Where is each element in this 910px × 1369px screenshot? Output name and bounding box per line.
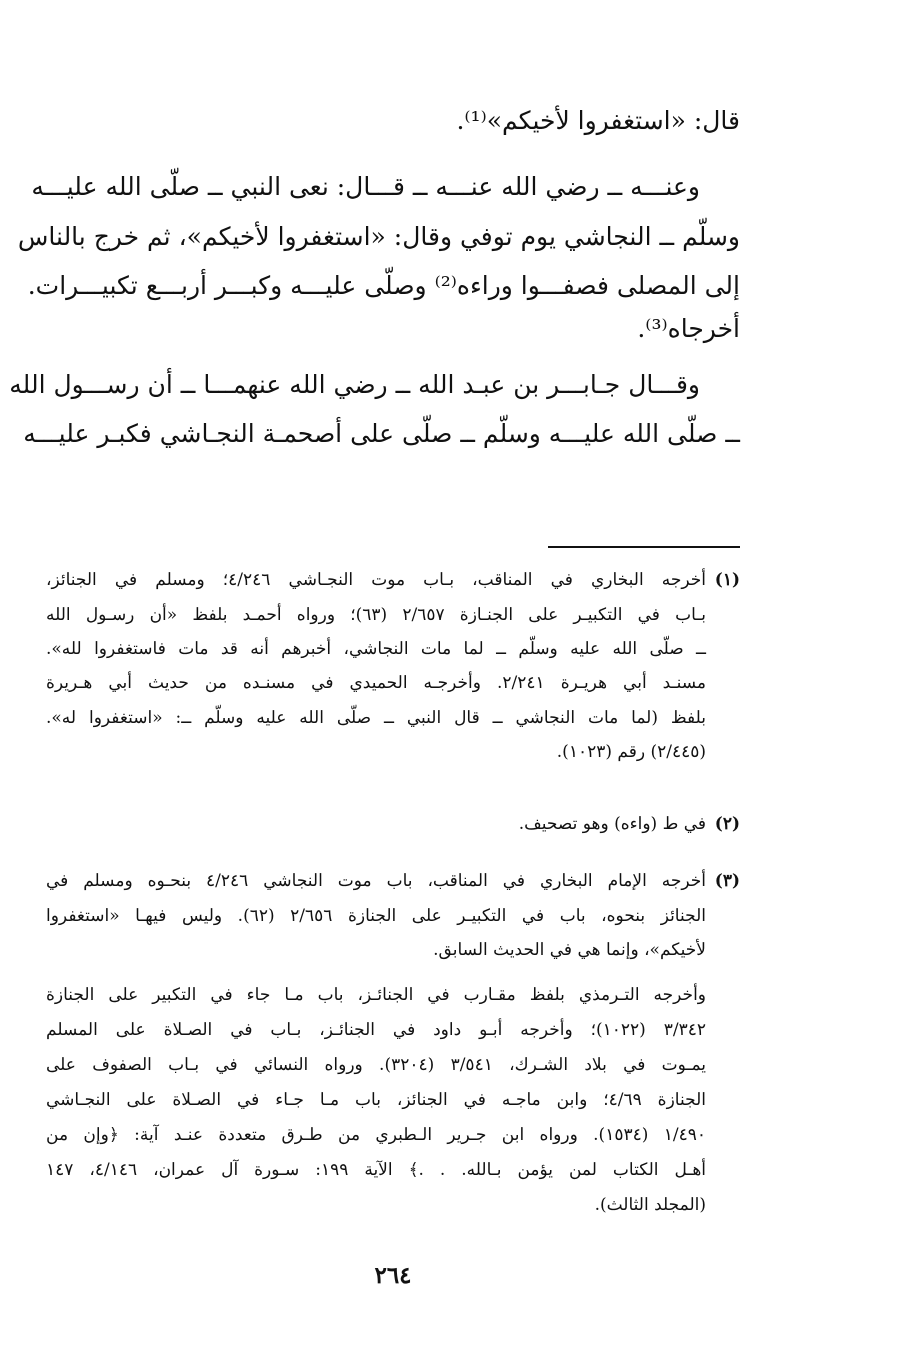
main-text-line: ــ صلّى الله عليـــه وسلّم ــ صلّى على أصحمـة النجـاشي فكبـر عليـــه [23,419,740,448]
footnote-line: وأخرجه التـرمذي بلفظ مقـارب في الجنائـز، باب مـا جاء في التكبير على الجنازة [46,985,706,1005]
footnote-line: أخرجه البخاري في المناقب، بـاب موت النجـاشي ٤/٢٤٦؛ ومسلم في الجنائز، [46,570,706,590]
footnote-number: (١) [714,570,740,590]
book-page [9,0,740,1369]
footnote-line: يمـوت في بلاد الشـرك، ٣/٥٤١ (٣٢٠٤). ورواه النسائي في بـاب الصفوف على [46,1055,706,1075]
footnote-line: أخرجه الإمام البخاري في المناقب، باب موت النجاشي ٤/٢٤٦ بنحـوه ومسلم في [46,871,706,891]
footnote-line: بـاب في التكبيـر على الجنـازة ٢/٦٥٧ (٦٣)؛ ورواه أحمـد بلفظ «أن رسـول الله [46,605,706,625]
footnote-line: مسنـد أبي هريـرة ٢/٢٤١. وأخرجـه الحميدي في مسنـده من حديث أبي هـريرة [46,673,706,693]
footnote-line: الجنائز بنحوه، باب في التكبيـر على الجنازة ٢/٦٥٦ (٦٢). وليس فيهـا «استغفروا [46,906,706,926]
footnote-line: الجنازة ٤/٦٩؛ وابن ماجـه في الجنائز، باب مـا جـاء في الصـلاة على النجـاشي [46,1090,706,1110]
main-text-line: إلى المصلى فصفـــوا وراءه⁽²⁾ وصلّى عليـــه وكبـــر أربـــع تكبيـــرات. [27,271,740,300]
footnote-line: بلفظ (لما مات النجاشي ــ قال النبي ــ صلّى الله عليه وسلّم ــ: «استغفروا له». [46,708,706,728]
footnote-separator [548,546,740,548]
footnote-line: لأخيكم»، وإنما هي في الحديث السابق. [433,940,706,960]
footnote-line: ٣/٣٤٢ (١٠٢٢)؛ وأخرجه أبـو داود في الجنائـز، بـاب في الصـلاة على المسلم [46,1020,706,1040]
footnote-line: ــ صلّى الله عليه وسلّم ــ لما مات النجاشي، أخبرهم أنه قد مات فاستغفروا لله». [46,639,706,659]
footnote-number: (٢) [714,814,740,834]
footnote-line: ١/٤٩٠ (١٥٣٤). ورواه ابن جـرير الـطبري من طـرق متعددة عنـد آية: ﴿وإن من [46,1125,706,1145]
footnote-line: (المجلد الثالث). [594,1195,706,1215]
main-text-line: قال: «استغفروا لأخيكم»⁽¹⁾. [456,106,740,135]
main-text-line: وقـــال جـابـــر بن عبـد الله ــ رضي الله عنهمـــا ــ أن رســـول الله [9,370,700,399]
footnote-line: في ط (واءه) وهو تصحيف. [518,814,706,834]
footnote-line: (٢/٤٤٥) رقم (١٠٢٣). [556,742,706,762]
main-text-line: وعنـــه ــ رضي الله عنـــه ــ قـــال: نعى النبي ــ صلّى الله عليـــه [31,172,700,201]
main-text-line: أخرجاه⁽³⁾. [637,314,740,343]
main-text-line: وسلّم ــ النجاشي يوم توفي وقال: «استغفروا لأخيكم»، ثم خرج بالناس [17,222,740,251]
footnote-number: (٣) [714,871,740,891]
footnote-line: أهـل الكتاب لمن يؤمن بـالله. . .﴾ الآية ١٩٩: سـورة آل عمران، ٤/١٤٦، ١٤٧ [46,1160,707,1180]
page-number: ٢٦٤ [374,1262,412,1289]
